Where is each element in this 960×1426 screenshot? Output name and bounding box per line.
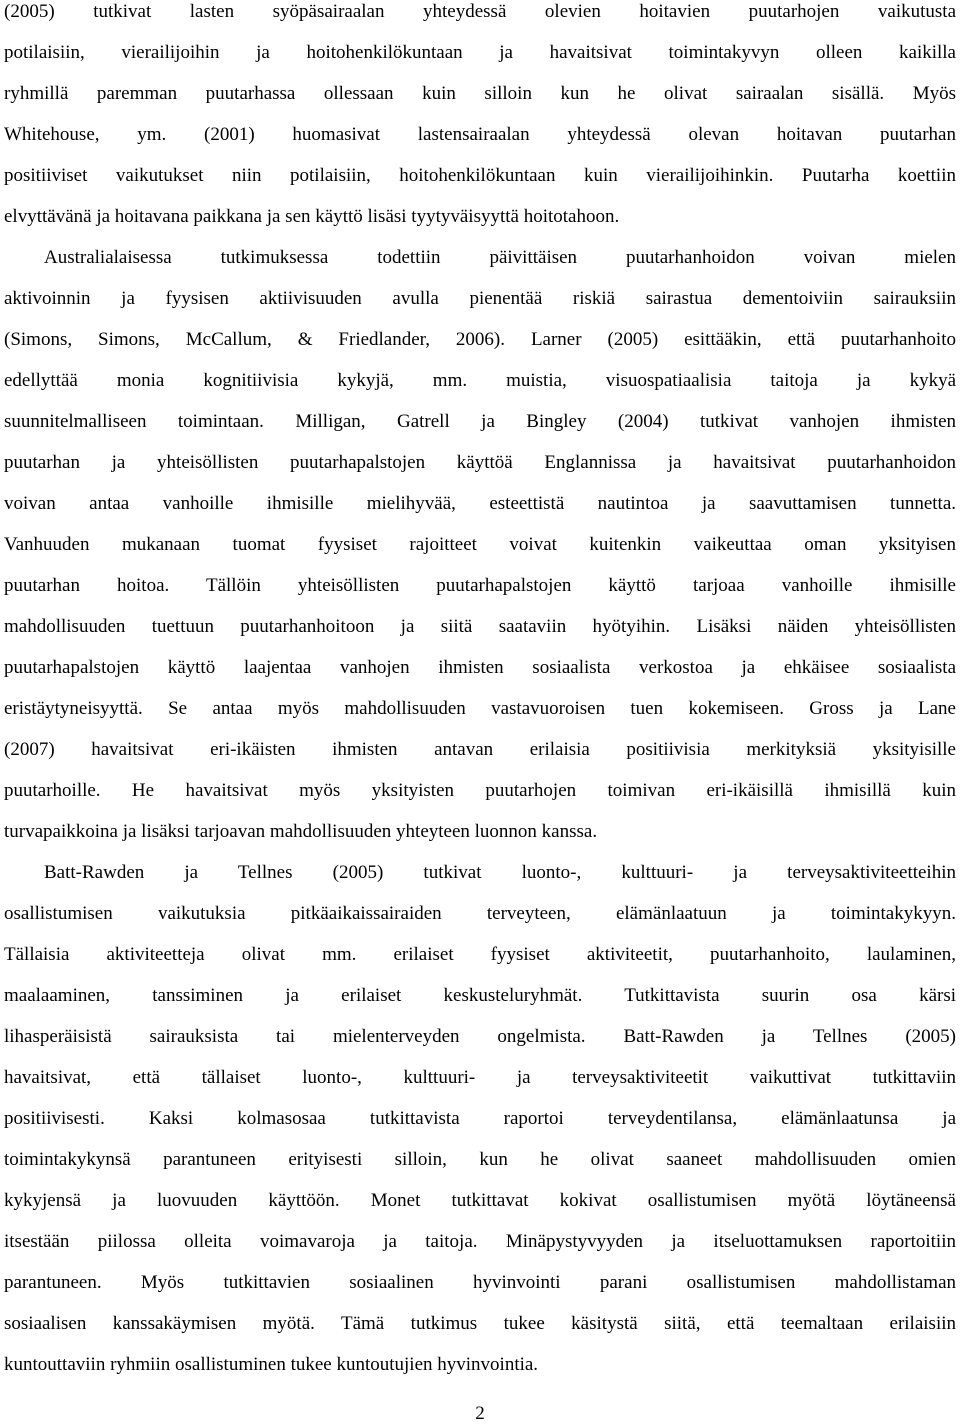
text-line: itsestään piilossa olleita voimavaroja ja taitoja. Minäpystyvyyden ja itseluottamuksen raportoitiin bbox=[4, 1231, 956, 1252]
text-line: Whitehouse, ym. (2001) huomasivat lastensairaalan yhteydessä olevan hoitavan puutarhan bbox=[4, 124, 956, 145]
text-line: osallistumisen vaikutuksia pitkäaikaissairaiden terveyteen, elämänlaatuun ja toimintakykyyn. bbox=[4, 903, 956, 924]
text-line: eristäytyneisyyttä. Se antaa myös mahdollisuuden vastavuoroisen tuen kokemiseen. Gross ja Lane bbox=[4, 698, 956, 719]
text-line: havaitsivat, että tällaiset luonto-, kulttuuri- ja terveysaktiviteetit vaikuttivat tutkittaviin bbox=[4, 1067, 956, 1088]
text-line: suunnitelmalliseen toimintaan. Milligan, Gatrell ja Bingley (2004) tutkivat vanhojen ihmisten bbox=[4, 411, 956, 432]
text-line: (2005) tutkivat lasten syöpäsairaalan yhteydessä olevien hoitavien puutarhojen vaikutusta bbox=[4, 1, 956, 22]
text-line: toimintakykynsä parantuneen erityisesti silloin, kun he olivat saaneet mahdollisuuden omien bbox=[4, 1149, 956, 1170]
text-line: Vanhuuden mukanaan tuomat fyysiset rajoitteet voivat kuitenkin vaikeuttaa oman yksityisen bbox=[4, 534, 956, 555]
text-line: Tällaisia aktiviteetteja olivat mm. erilaiset fyysiset aktiviteetit, puutarhanhoito, laulaminen, bbox=[4, 944, 956, 965]
text-line: sosiaalisen kanssakäymisen myötä. Tämä tutkimus tukee käsitystä siitä, että teemaltaan erilaisiin bbox=[4, 1313, 956, 1334]
text-line: ryhmillä paremman puutarhassa ollessaan kuin silloin kun he olivat sairaalan sisällä. Myös bbox=[4, 83, 956, 104]
text-line: puutarhan ja yhteisöllisten puutarhapalstojen käyttöä Englannissa ja havaitsivat puutarhanhoidon bbox=[4, 452, 956, 473]
text-line: Australialaisessa tutkimuksessa todettiin päivittäisen puutarhanhoidon voivan mielen bbox=[44, 247, 956, 268]
text-line: kuntouttaviin ryhmiin osallistuminen tukee kuntoutujien hyvinvointia. bbox=[4, 1354, 539, 1375]
text-line: elvyttävänä ja hoitavana paikkana ja sen käyttö lisäsi tyytyväisyyttä hoitotahoon. bbox=[4, 206, 620, 227]
text-line: (2007) havaitsivat eri-ikäisten ihmisten antavan erilaisia positiivisia merkityksiä yksityisille bbox=[4, 739, 956, 760]
page-number: 2 bbox=[475, 1403, 485, 1424]
text-line: turvapaikkoina ja lisäksi tarjoavan mahdollisuuden yhteyteen luonnon kanssa. bbox=[4, 821, 598, 842]
text-line: potilaisiin, vierailijoihin ja hoitohenkilökuntaan ja havaitsivat toimintakyvyn olleen kaikilla bbox=[4, 42, 956, 63]
text-line: voivan antaa vanhoille ihmisille mielihyvää, esteettistä nautintoa ja saavuttamisen tunnetta. bbox=[4, 493, 956, 514]
text-line: positiivisesti. Kaksi kolmasosaa tutkittavista raportoi terveydentilansa, elämänlaatunsa ja bbox=[4, 1108, 956, 1129]
text-line: Batt-Rawden ja Tellnes (2005) tutkivat luonto-, kulttuuri- ja terveysaktiviteetteihin bbox=[44, 862, 956, 883]
text-line: lihasperäisistä sairauksista tai mielenterveyden ongelmista. Batt-Rawden ja Tellnes (2005) bbox=[4, 1026, 956, 1047]
text-line: aktivoinnin ja fyysisen aktiivisuuden avulla pienentää riskiä sairastua dementoiviin sairauksiin bbox=[4, 288, 956, 309]
text-line: parantuneen. Myös tutkittavien sosiaalinen hyvinvointi parani osallistumisen mahdollistaman bbox=[4, 1272, 956, 1293]
text-line: maalaaminen, tanssiminen ja erilaiset keskusteluryhmät. Tutkittavista suurin osa kärsi bbox=[4, 985, 956, 1006]
text-line: (Simons, Simons, McCallum, & Friedlander, 2006). Larner (2005) esittääkin, että puutarhanhoito bbox=[4, 329, 956, 350]
text-line: edellyttää monia kognitiivisia kykyjä, mm. muistia, visuospatiaalisia taitoja ja kykyä bbox=[4, 370, 956, 391]
text-line: mahdollisuuden tuettuun puutarhanhoitoon ja siitä saataviin hyötyihin. Lisäksi näiden yhteisöllisten bbox=[4, 616, 956, 637]
text-line: positiiviset vaikutukset niin potilaisiin, hoitohenkilökuntaan kuin vierailijoihinkin. Puutarha koettiin bbox=[4, 165, 956, 186]
text-line: puutarhoille. He havaitsivat myös yksityisten puutarhojen toimivan eri-ikäisillä ihmisillä kuin bbox=[4, 780, 956, 801]
text-line: puutarhan hoitoa. Tällöin yhteisöllisten puutarhapalstojen käyttö tarjoaa vanhoille ihmisille bbox=[4, 575, 956, 596]
text-line: puutarhapalstojen käyttö laajentaa vanhojen ihmisten sosiaalista verkostoa ja ehkäisee sosiaalista bbox=[4, 657, 956, 678]
text-line: kykyjensä ja luovuuden käyttöön. Monet tutkittavat kokivat osallistumisen myötä löytäneensä bbox=[4, 1190, 956, 1211]
